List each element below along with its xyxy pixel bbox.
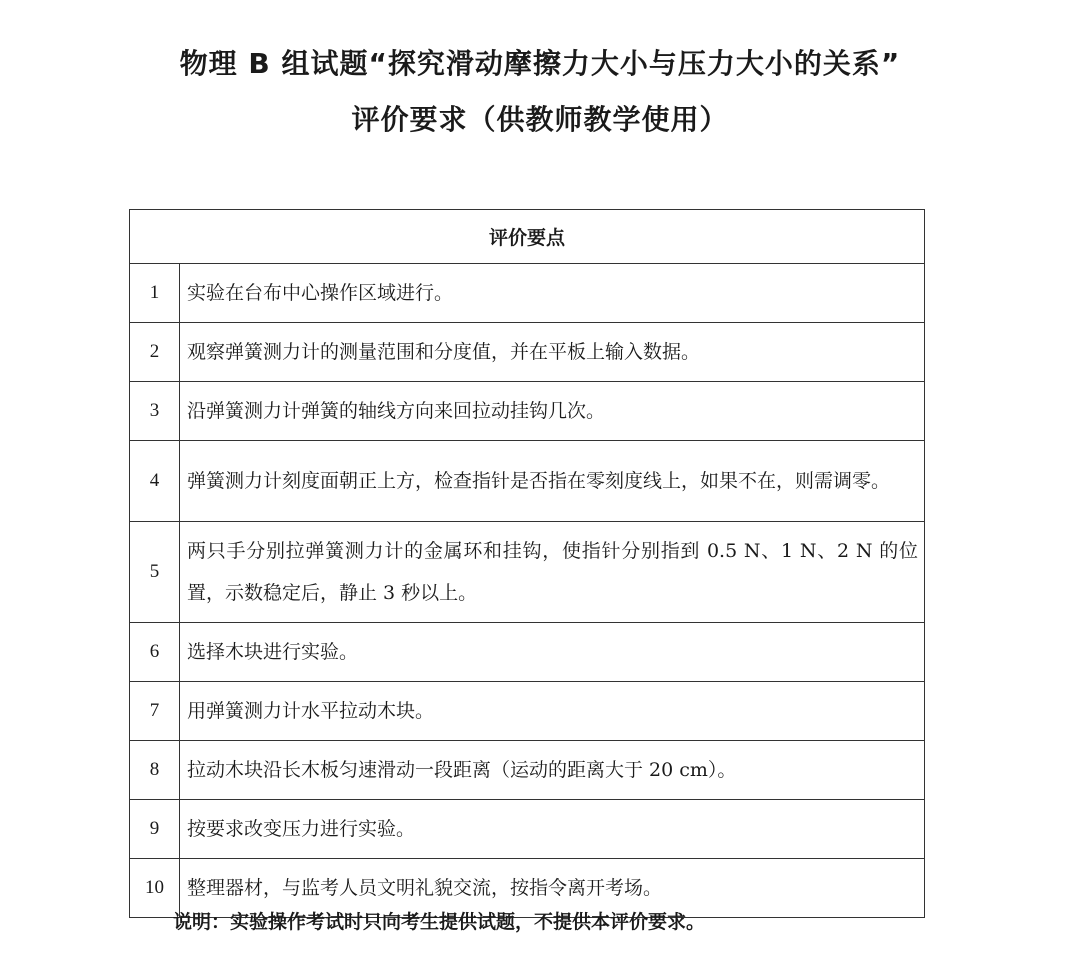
row-text: 用弹簧测力计水平拉动木块。 [180,682,925,741]
table-row [130,323,925,382]
row-number: 7 [130,682,180,741]
row-number: 3 [130,382,180,441]
table-row [130,623,925,682]
row-text: 按要求改变压力进行实验。 [180,800,925,859]
row-text: 拉动木块沿长木板匀速滑动一段距离（运动的距离大于 20 cm）。 [180,741,925,800]
table-row [130,522,925,623]
row-number: 4 [130,441,180,522]
row-text: 实验在台布中心操作区域进行。 [180,264,925,323]
row-number: 10 [130,859,180,918]
row-number: 8 [130,741,180,800]
table-row [130,682,925,741]
row-number: 5 [130,522,180,623]
row-number: 1 [130,264,180,323]
row-text: 弹簧测力计刻度面朝正上方，检查指针是否指在零刻度线上，如果不在，则需调零。 [180,441,925,522]
table-row [130,264,925,323]
row-number: 9 [130,800,180,859]
row-text: 两只手分别拉弹簧测力计的金属环和挂钩，使指针分别指到 0.5 N、1 N、2 N 的位置，示数稳定后，静止 3 秒以上。 [180,522,925,623]
table-row [130,382,925,441]
row-number: 6 [130,623,180,682]
table-row [130,441,925,522]
table-row [130,800,925,859]
table-header: 评价要点 [130,210,925,264]
document-title: 物理 B 组试题“探究滑动摩擦力大小与压力大小的关系” [179,47,901,80]
table-row [130,741,925,800]
row-text: 观察弹簧测力计的测量范围和分度值，并在平板上输入数据。 [180,323,925,382]
footnote: 说明：实验操作考试时只向考生提供试题，不提供本评价要求。 [173,911,706,933]
row-text: 整理器材，与监考人员文明礼貌交流，按指令离开考场。 [180,859,925,918]
row-text: 沿弹簧测力计弹簧的轴线方向来回拉动挂钩几次。 [180,382,925,441]
row-text: 选择木块进行实验。 [180,623,925,682]
evaluation-criteria-table [129,209,925,918]
document-subtitle: 评价要求（供教师教学使用） [351,103,729,136]
row-number: 2 [130,323,180,382]
